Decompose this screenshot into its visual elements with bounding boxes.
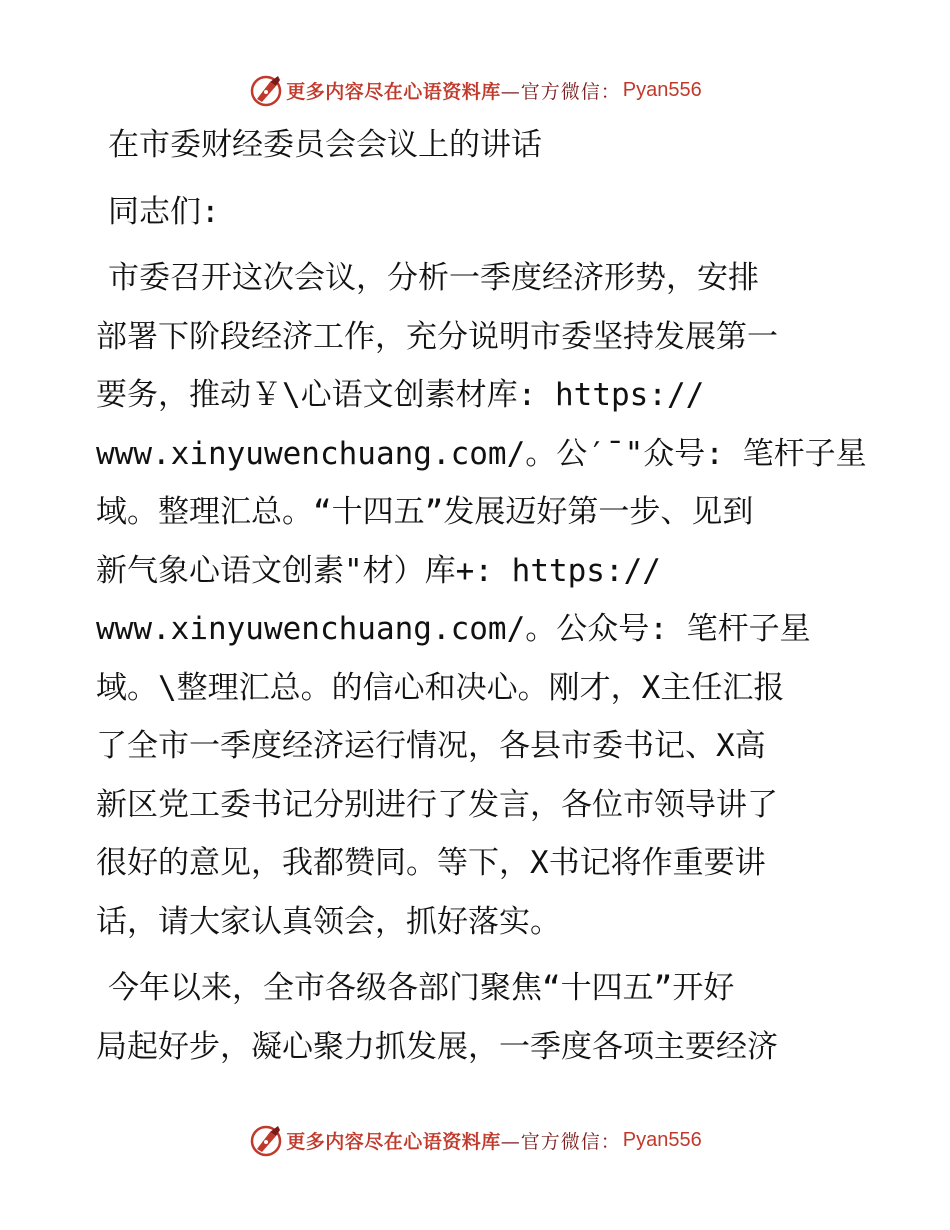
banner-wechat-id: Pyan556 bbox=[622, 78, 702, 101]
paragraph-1 bbox=[96, 249, 867, 951]
banner-sub-text: —官方微信： bbox=[500, 80, 621, 103]
paragraph-line: 很好的意见，我都赞同。等下，X书记将作重要讲 bbox=[96, 845, 766, 881]
paragraph-line: 域。整理汇总。“十四五”发展迈好第一步、见到 bbox=[96, 494, 754, 530]
paragraph-line: 新区党工委书记分别进行了发言，各位市领导讲了 bbox=[96, 786, 778, 823]
pen-nib-logo-icon bbox=[248, 72, 284, 108]
paragraph-line: 了全市一季度经济运行情况，各县市委书记、X高 bbox=[96, 728, 766, 764]
salutation: 同志们: bbox=[108, 193, 220, 230]
paragraph-line: 今年以来，全市各级各部门聚焦“十四五”开好 bbox=[108, 970, 735, 1006]
banner-main-text: 更多内容尽在心语资料库 bbox=[286, 80, 501, 103]
banner-wechat-id: Pyan556 bbox=[622, 1128, 702, 1151]
paragraph-line: 要务，推动￥\心语文创素材库: https:// bbox=[96, 377, 705, 413]
paragraph-line: 新气象心语文创素"材）库+: https:// bbox=[96, 552, 661, 589]
paragraph-line: 市委召开这次会议，分析一季度经济形势，安排 bbox=[108, 260, 759, 296]
paragraph-line: 域。\整理汇总。的信心和决心。刚才，X主任汇报 bbox=[96, 669, 785, 706]
document-title: 在市委财经委员会会议上的讲话 bbox=[108, 127, 542, 163]
banner-main-text: 更多内容尽在心语资料库 bbox=[286, 1130, 501, 1153]
paragraph-line: 话，请大家认真领会，抓好落实。 bbox=[96, 903, 561, 940]
paragraph-2 bbox=[96, 959, 861, 1076]
paragraph-line: www.xinyuwenchuang.com/。公众号: 笔杆子星 bbox=[96, 611, 811, 647]
paragraph-line: www.xinyuwenchuang.com/。公′¯"众号: 笔杆子星 bbox=[96, 435, 867, 472]
banner-sub-text: —官方微信： bbox=[500, 1130, 621, 1153]
footer-banner bbox=[0, 1122, 950, 1158]
header-banner bbox=[0, 72, 950, 108]
paragraph-line: 局起好步，凝心聚力抓发展，一季度各项主要经济 bbox=[96, 1028, 778, 1065]
document-body bbox=[96, 116, 867, 1076]
paragraph-line: 部署下阶段经济工作，充分说明市委坚持发展第一 bbox=[96, 318, 778, 355]
pen-nib-logo-icon bbox=[248, 1122, 284, 1158]
